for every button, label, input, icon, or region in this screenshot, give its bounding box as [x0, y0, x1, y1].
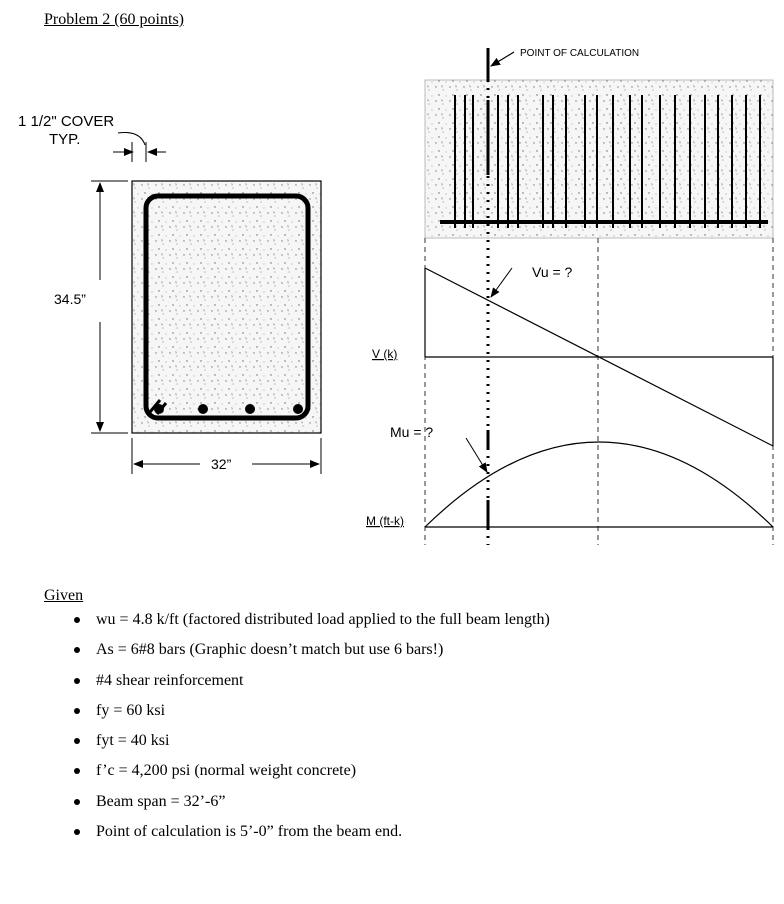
list-item: wu = 4.8 k/ft (factored distributed load applied to the full beam length): [74, 607, 550, 637]
shear-diagram: [425, 268, 773, 446]
list-item: As = 6#8 bars (Graphic doesn’t match but use 6 bars!): [74, 637, 550, 667]
width-label: 32”: [211, 456, 232, 472]
list-item: fy = 60 ksi: [74, 698, 550, 728]
rebar-2: [198, 404, 208, 414]
point-label: POINT OF CALCULATION: [520, 48, 640, 59]
rebar-3: [245, 404, 255, 414]
cover-label-typ: TYP.: [49, 131, 81, 148]
list-item: Beam span = 32’-6”: [74, 789, 550, 819]
height-label: 34.5”: [54, 291, 86, 307]
rebar-1: [154, 404, 164, 414]
guide-lines: [425, 238, 773, 545]
concrete-section: [132, 181, 321, 433]
page-title: Problem 2 (60 points): [44, 11, 184, 28]
list-item: Point of calculation is 5’-0” from the beam end.: [74, 819, 550, 849]
bullet-icon: [74, 678, 80, 684]
beam-cross-section: [132, 181, 321, 433]
cover-label: 1 1/2" COVER: [18, 113, 115, 130]
rebar-4: [293, 404, 303, 414]
bullet-icon: [74, 768, 80, 774]
bullet-icon: [74, 708, 80, 714]
moment-axis-label: M (ft-k): [366, 514, 404, 528]
list-item: f’c = 4,200 psi (normal weight concrete): [74, 758, 550, 788]
list-item: fyt = 40 ksi: [74, 728, 550, 758]
cover-dimension: [113, 133, 166, 163]
shear-axis-label: V (k): [372, 347, 398, 361]
moment-diagram: [425, 438, 773, 527]
bullet-icon: [74, 799, 80, 805]
bullet-icon: [74, 738, 80, 744]
vu-label: Vu = ?: [532, 264, 573, 280]
beam-elevation: [425, 80, 773, 238]
bullet-icon: [74, 829, 80, 835]
mu-label: Mu = ?: [390, 424, 434, 440]
height-dimension: [91, 181, 128, 433]
list-item: #4 shear reinforcement: [74, 668, 550, 698]
bullet-icon: [74, 617, 80, 623]
given-heading: Given: [44, 587, 84, 604]
given-list: [74, 607, 550, 849]
bullet-icon: [74, 647, 80, 653]
